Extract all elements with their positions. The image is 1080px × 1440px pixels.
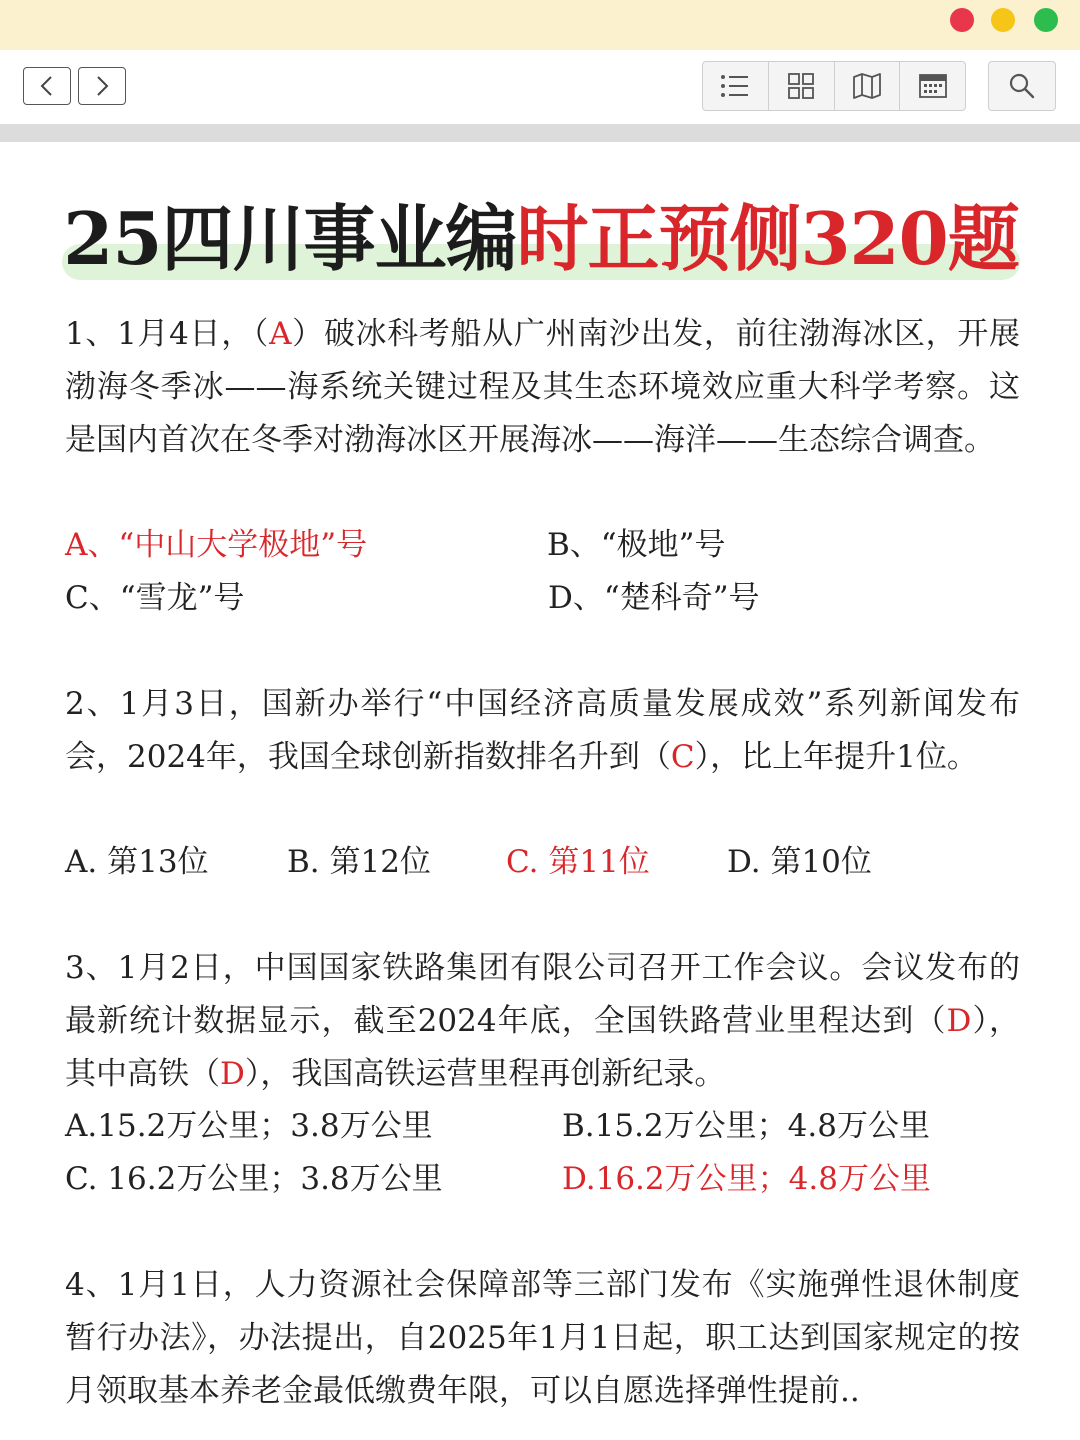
calendar-view-button[interactable] bbox=[900, 62, 965, 110]
question-3-option-d: D.16.2万公里；4.8万公里 bbox=[562, 1161, 931, 1197]
question-3-answer-2: D bbox=[220, 1056, 245, 1092]
question-3-option-c: C. 16.2万公里；3.8万公里 bbox=[65, 1161, 443, 1197]
chevron-left-icon bbox=[37, 74, 57, 98]
question-3-option-a: A.15.2万公里；3.8万公里 bbox=[65, 1108, 433, 1144]
question-2-answer: C bbox=[670, 739, 695, 775]
grid-icon bbox=[787, 72, 815, 100]
question-3-text: 3、1月2日，中国国家铁路集团有限公司召开工作会议。会议发布的最新统计数据显示，截至2024年底，全国铁路营业里程达到（D），其中高铁（D），我国高铁运营里程再创新纪录。 bbox=[65, 950, 1020, 1092]
chevron-right-icon bbox=[92, 74, 112, 98]
question-3-answer-1: D bbox=[946, 1003, 972, 1039]
question-1-text: 1、1月4日，（A）破冰科考船从广州南沙出发，前往渤海冰区，开展渤海冬季冰——海系统关键过程及其生态环境效应重大科学考察。这是国内首次在冬季对渤海冰区开展海冰——海洋——生态综合调查。 bbox=[65, 316, 1021, 458]
grid-view-button[interactable] bbox=[769, 62, 835, 110]
question-2-option-a: A. 第13位 bbox=[65, 844, 209, 880]
title-part-black: 25四川事业编 bbox=[63, 196, 517, 281]
question-1-option-d: D、“楚科奇”号 bbox=[548, 580, 760, 616]
back-button[interactable] bbox=[23, 67, 71, 105]
question-3-option-b: B.15.2万公里；4.8万公里 bbox=[562, 1108, 930, 1144]
list-view-button[interactable] bbox=[703, 62, 769, 110]
map-icon bbox=[852, 72, 882, 100]
list-icon bbox=[720, 73, 750, 99]
question-2-option-c: C. 第11位 bbox=[506, 844, 650, 880]
question-2-option-b: B. 第12位 bbox=[287, 844, 431, 880]
view-mode-group bbox=[702, 61, 966, 111]
question-1-option-c: C、“雪龙”号 bbox=[65, 580, 245, 616]
toolbar-divider bbox=[0, 124, 1080, 142]
minimize-window-button[interactable] bbox=[991, 8, 1015, 32]
maximize-window-button[interactable] bbox=[1034, 8, 1058, 32]
title-part-red: 时正预侧320题 bbox=[516, 196, 1019, 281]
search-icon bbox=[1008, 72, 1036, 100]
question-1-option-a: A、“中山大学极地”号 bbox=[65, 527, 368, 563]
map-view-button[interactable] bbox=[835, 62, 901, 110]
question-1-answer: A bbox=[269, 316, 292, 352]
question-2-text: 2、1月3日，国新办举行“中国经济高质量发展成效”系列新闻发布会，2024年，我国全球创新指数排名升到（C），比上年提升1位。 bbox=[65, 686, 1020, 775]
page-title bbox=[62, 196, 1020, 286]
close-window-button[interactable] bbox=[950, 8, 974, 32]
calendar-icon bbox=[918, 72, 948, 100]
question-1-option-b: B、“极地”号 bbox=[547, 527, 726, 563]
window-titlebar bbox=[0, 0, 1080, 50]
search-button[interactable] bbox=[988, 61, 1056, 111]
forward-button[interactable] bbox=[78, 67, 126, 105]
question-2-option-d: D. 第10位 bbox=[727, 844, 872, 880]
question-4-text: 4、1月1日，人力资源社会保障部等三部门发布《实施弹性退休制度暂行办法》，办法提出，自2025年1月1日起，职工达到国家规定的按月领取基本养老金最低缴费年限，可以自愿选择弹性提前.. bbox=[65, 1267, 1020, 1409]
